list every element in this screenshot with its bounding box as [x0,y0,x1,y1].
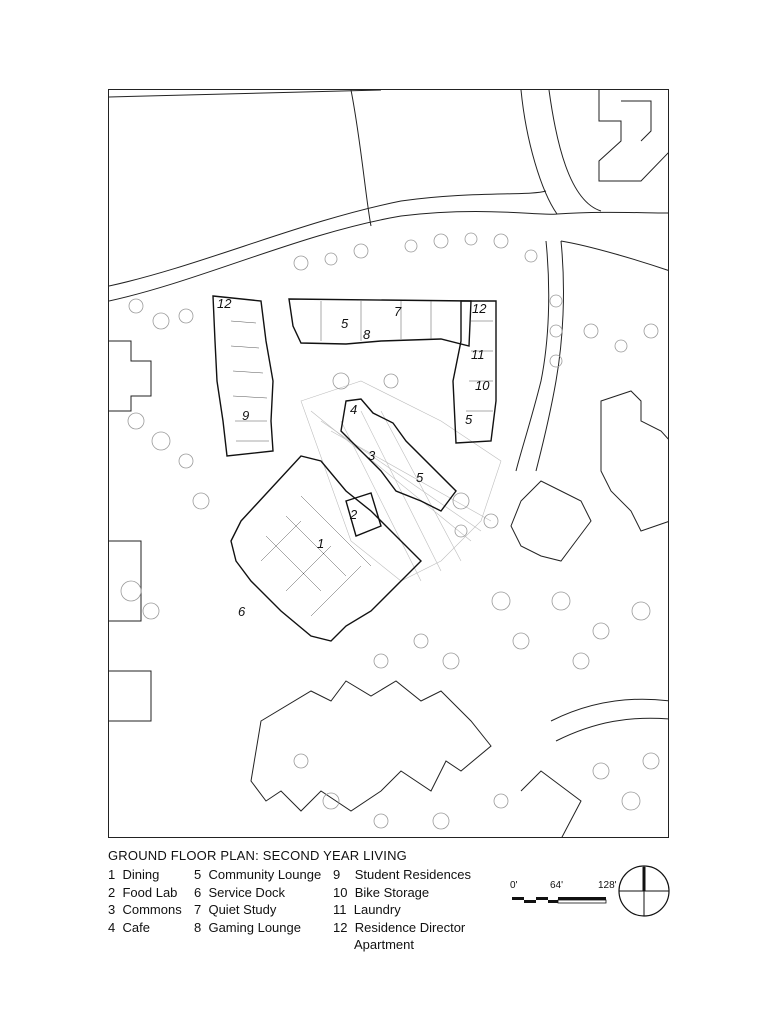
building-dining [231,456,421,641]
legend-item: 7 Quiet Study [194,902,277,918]
plan-label-9: 9 [242,408,250,423]
plan-label-5c: 5 [465,412,473,427]
legend-item: 11 Laundry [333,902,401,918]
plan-label-12b: 12 [472,301,487,316]
plan-title: GROUND FLOOR PLAN: SECOND YEAR LIVING [108,848,407,863]
legend-item: 1 Dining [108,867,160,882]
plan-label-7: 7 [394,304,402,319]
plan-label-2: 2 [350,507,358,522]
building-top-residence [289,299,471,346]
legend-item: 9 Student Residences [333,867,472,882]
plan-label-6: 6 [238,604,246,619]
plan-label-3: 3 [368,448,376,463]
plan-label-11: 11 [471,347,485,362]
scale-label-0: 0' [510,880,518,891]
legend-column-1 [108,866,182,936]
legend-item: 3 Commons [108,902,182,918]
legend-column-3 [333,866,471,954]
scale-label-64: 64' [550,880,564,891]
scale-label-128: 128' [598,880,617,891]
site-plan [108,89,669,838]
building-top-right [599,90,669,181]
building-bottom [251,681,491,811]
legend-item: 5 Community Lounge [194,867,322,882]
building-left-1 [109,341,151,411]
legend-item: 2 Food Lab [108,884,178,900]
legend-item: 6 Service Dock [194,884,286,900]
legend-item: Apartment [354,937,414,953]
scale-bar [510,880,620,910]
building-student-residences-left [213,296,273,456]
plan-label-8: 8 [363,327,371,342]
plan-label-12a: 12 [217,296,232,311]
legend-item: 4 Cafe [108,919,150,935]
road-edge-top-2 [109,191,546,286]
legend-item: 10 Bike Storage [333,884,430,900]
plan-label-4: 4 [350,402,358,417]
plan-label-5a: 5 [341,316,349,331]
north-arrow-icon [617,864,671,918]
building-right-center [511,481,591,561]
road-edge-top [109,211,669,301]
building-right-residence [453,301,496,443]
legend-column-2 [194,866,321,936]
scale-bar-graphic [510,895,620,909]
site-plan-drawing [109,90,669,838]
plan-label-5b: 5 [416,470,424,485]
legend-item: 8 Gaming Lounge [194,919,301,935]
plan-label-1: 1 [317,536,325,551]
trees [121,233,659,829]
plan-label-10: 10 [475,378,490,393]
legend-item: 12 Residence Director [333,919,466,935]
